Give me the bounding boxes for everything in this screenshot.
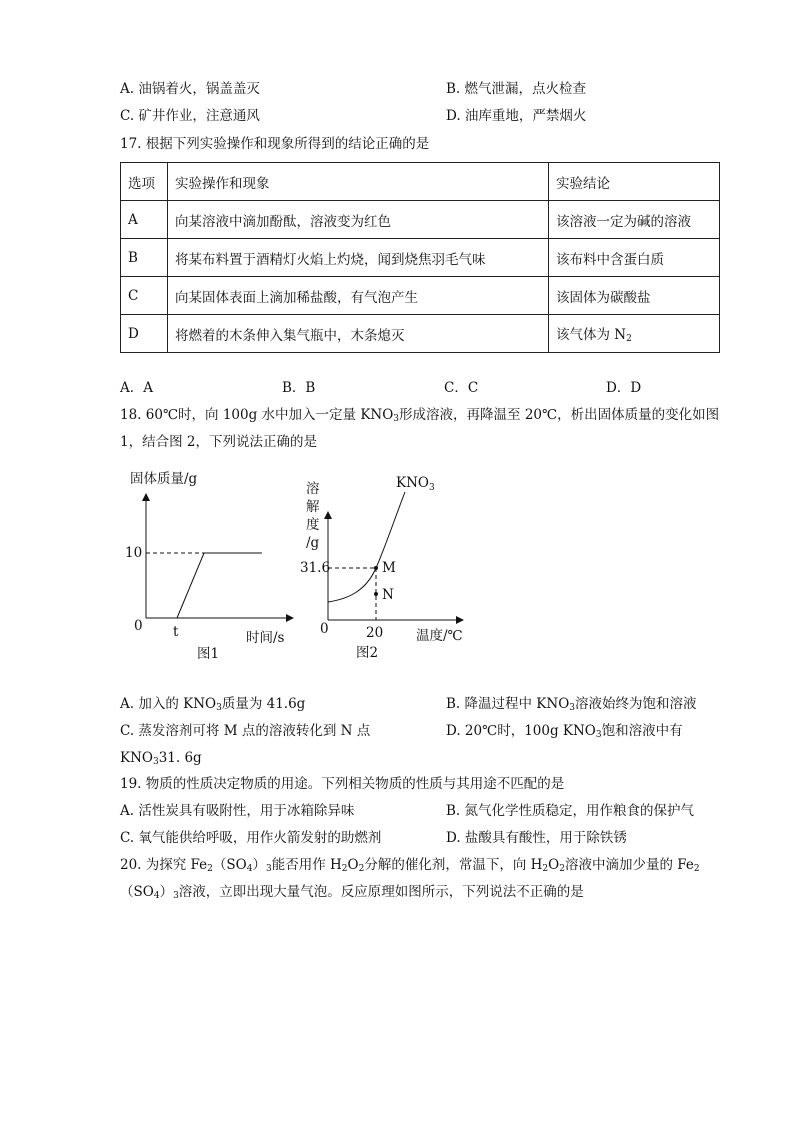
q20-sub: 2 [207,864,213,874]
q20-text: O [347,857,359,873]
q20-sub: 2 [693,864,700,874]
header-option: 选项 [121,163,168,201]
q18-stem-line1 [120,406,719,428]
q17-table [120,162,720,353]
fig2-ylabel-4: /g [306,535,320,551]
q20-stem-line1 [120,856,700,878]
fig1-xlabel: 时间/s [246,630,285,646]
q20-text: （SO [120,884,154,900]
fig2-solubility-curve [328,492,405,602]
fig2-xtick: 20 [366,625,384,641]
q20-sub: 2 [542,864,549,874]
fig2-ylabel-3: 度 [306,517,320,533]
row-conclusion: 该布料中含蛋白质 [549,239,720,277]
q20-sub: 3 [173,891,179,901]
fig2-ytick: 31.6 [300,560,331,576]
q16-option-c: C. 矿井作业，注意通风 [120,108,260,124]
q19-stem: 19. 物质的性质决定物质的用途。下列相关物质的性质与其用途不匹配的是 [120,776,565,792]
fig2-point-m [374,566,378,570]
q19-option-d: D. 盐酸具有酸性，用于除铁锈 [446,830,627,846]
q18-option-b-text: 溶液始终为饱和溶液 [575,696,697,712]
q20-text: 分解的催化剂，常温下，向 H [364,857,543,873]
table-row [121,277,720,315]
header-conclusion: 实验结论 [549,163,720,201]
conclusion-text: 该气体为 N [556,327,627,343]
fig1-ytick: 10 [125,545,143,561]
q20-text: 溶液，立即出现大量气泡。反应原理如图所示，下列说法不正确的是 [178,884,584,900]
q18-stem-part: 18. 60℃时，向 100g 水中加入一定量 KNO [120,407,394,423]
fig1-xtick: t [173,624,179,640]
row-option: A [121,201,168,239]
q20-text: 能否用作 H [271,857,342,873]
q18-option-b [446,695,697,717]
fig2-label-n: N [382,587,394,603]
row-operation: 向某溶液中滴加酚酞，溶液变为红色 [168,201,549,239]
fig2-origin: 0 [320,621,329,637]
row-conclusion: 该溶液一定为碱的溶液 [549,201,720,239]
q18-option-d-text: 饱和溶液中有 [601,723,683,739]
q16-option-a: A. 油锅着火，锅盖盖灭 [120,81,260,97]
q19-option-c: C. 氧气能供给呼吸，用作火箭发射的助燃剂 [120,830,382,846]
q18-stem-line2: 1，结合图 2，下列说法正确的是 [120,434,317,450]
row-operation: 将燃着的木条伸入集气瓶中，木条熄灭 [168,315,549,353]
q20-sub: 4 [153,891,160,901]
q20-stem-line2 [120,883,584,905]
fig1-curve [177,553,262,618]
fig2-label-m: M [382,560,396,576]
q18-option-b-text: B. 降温过程中 KNO [446,696,570,712]
q17-answer-a: A．A [120,380,153,396]
q18-stem-part: 形成溶液，再降温至 20℃，析出固体质量的变化如图 [399,407,720,423]
row-operation: 向某固体表面上滴加稀盐酸，有气泡产生 [168,277,549,315]
table-row [121,201,720,239]
q18-option-c: C. 蒸发溶剂可将 M 点的溶液转化到 N 点 [120,723,371,739]
q17-answer-d: D．D [606,380,642,396]
table-header-row [121,163,720,201]
q17-answer-c: C．C [444,380,479,396]
fig2-ylabel-2: 解 [306,499,320,515]
q20-text: 20. 为探究 Fe [120,857,208,873]
table-row [121,315,720,353]
q18-option-a-text: A. 加入的 KNO [120,696,217,712]
q20-text: （SO [212,857,247,873]
q18-option-d-sub: 3 [595,730,602,740]
fig2-curve-label [396,475,435,493]
q18-option-d-line2-text: 31. 6g [158,750,202,766]
row-operation: 将某布料置于酒精灯火焰上灼烧，闻到烧焦羽毛气味 [168,239,549,277]
q18-option-d-line2-sub: 3 [152,757,159,767]
row-option: B [121,239,168,277]
q17-stem: 17. 根据下列实验操作和现象所得到的结论正确的是 [120,136,430,152]
fig1-origin: 0 [134,618,143,634]
q16-option-b: B. 燃气泄漏，点火检查 [446,81,587,97]
row-conclusion: 该固体为碳酸盐 [549,277,720,315]
q20-sub: 2 [559,864,565,874]
row-option: C [121,277,168,315]
q20-text: ） [252,857,266,873]
q20-sub: 2 [358,864,365,874]
fig2-ylabel-1: 溶 [306,481,320,497]
row-option: D [121,315,168,353]
q20-sub: 3 [265,864,272,874]
q18-option-d-line2 [120,749,202,771]
fig2-curve-label-sub: 3 [428,483,435,493]
q18-option-a-text: 质量为 41.6g [221,696,306,712]
q18-option-a-sub: 3 [216,703,222,713]
figure-2 [300,465,480,665]
figure-1 [120,465,300,665]
fig2-point-n [374,592,378,596]
q18-option-b-sub: 3 [569,703,575,713]
q18-stem-sub: 3 [393,414,400,424]
q20-text: 溶液中滴加少量的 Fe [564,857,694,873]
q19-option-a: A. 活性炭具有吸附性，用于冰箱除异味 [120,803,355,819]
q18-option-d-line2-text: KNO [120,750,153,766]
q20-text: O [548,857,560,873]
q20-sub: 2 [341,864,348,874]
conclusion-subscript: 2 [626,334,632,344]
table-row [121,239,720,277]
q19-option-b: B. 氮气化学性质稳定，用作粮食的保护气 [446,803,695,819]
q20-sub: 4 [246,864,253,874]
fig2-xlabel: 温度/℃ [416,628,463,644]
fig2-caption: 图2 [356,645,379,661]
q18-option-a [120,695,305,717]
header-operation: 实验操作和现象 [168,163,549,201]
fig1-ylabel: 固体质量/g [130,471,198,487]
q18-option-d [446,722,683,744]
row-conclusion [549,315,720,353]
fig1-caption: 图1 [197,646,220,662]
q18-option-d-text: D. 20℃时，100g KNO [446,723,596,739]
fig2-curve-label-text: KNO [396,475,429,491]
q16-option-d: D. 油库重地，严禁烟火 [446,108,587,124]
q20-text: ） [159,884,174,900]
q17-answer-b: B．B [282,380,316,396]
